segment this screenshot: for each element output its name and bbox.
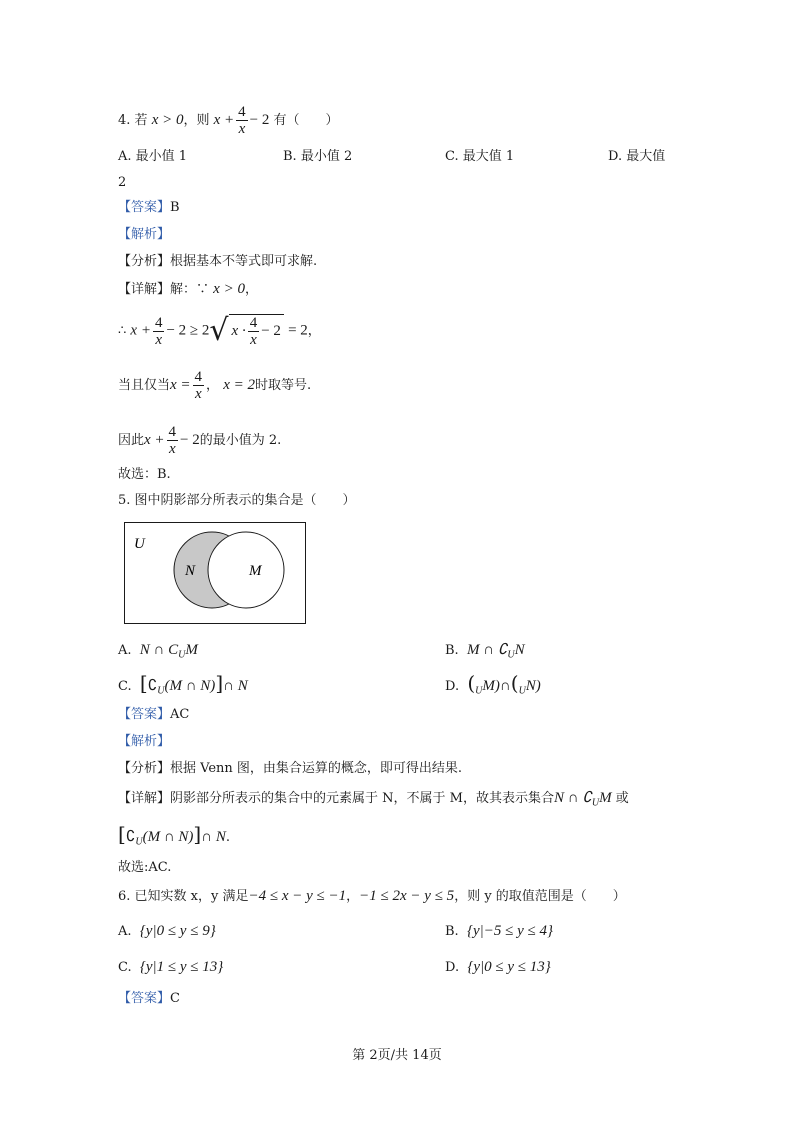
- q4-choose: 故选：B.: [118, 467, 171, 482]
- opt-d-sub2: U: [518, 685, 526, 697]
- q6-sep: ，: [346, 889, 360, 904]
- q4-fraction: [236, 104, 248, 137]
- step3-fraction: [167, 424, 179, 457]
- step1-a: x +: [130, 322, 151, 339]
- sqrt-inner: [229, 314, 284, 348]
- q4-answer: [118, 199, 180, 217]
- q4-option-d-wrap: 2: [118, 175, 127, 190]
- label-u: U: [134, 536, 145, 552]
- q5-xiangjie: [118, 789, 629, 813]
- opt-label: B.: [445, 924, 459, 939]
- opt-label: C.: [118, 679, 132, 694]
- q6-ineq1: −4 ≤ x − y ≤ −1: [248, 888, 347, 904]
- bracket-close: ]: [193, 822, 202, 846]
- answer-tag: 【答案】: [118, 991, 171, 1006]
- xiangjie-end: M: [599, 790, 612, 806]
- label-n: N: [185, 563, 196, 579]
- xiangjie-post: ，: [244, 282, 258, 297]
- step1-b: − 2 ≥ 2: [166, 322, 210, 339]
- cap-symbol: ∩: [499, 678, 511, 694]
- q6-option-c: [118, 958, 223, 977]
- frac-num: 4: [194, 369, 203, 385]
- answer-tag: 【答案】: [118, 200, 171, 215]
- xiangjie-sub: U: [591, 797, 600, 809]
- q5-answer: [118, 706, 189, 724]
- q4-option-b: B. 最小值 2: [283, 149, 353, 164]
- page-footer: 第 2页/共 14页: [352, 1048, 442, 1063]
- q6-ineq2: −1 ≤ 2x − y ≤ 5: [359, 888, 455, 904]
- fenxi-text: 根据 Venn 图，由集合运算的概念，即可得出结果.: [170, 761, 463, 776]
- q6-option-d: [445, 958, 551, 977]
- q4-expr-b: − 2: [249, 112, 270, 128]
- opt-c-sub: U: [157, 685, 165, 697]
- answer-value: AC: [170, 707, 190, 722]
- step3-a: x +: [144, 432, 165, 448]
- xiangjie-pre: 解：∵: [170, 282, 210, 297]
- opt-label: C.: [118, 960, 132, 975]
- opt-label: D.: [445, 679, 460, 694]
- q4-step3: [118, 424, 281, 457]
- step2-eq: x =: [170, 377, 191, 393]
- opt-b-end: N: [514, 642, 525, 658]
- q4-option-c: C. 最大值 1: [445, 149, 515, 164]
- opt-label: D.: [445, 960, 460, 975]
- q5-option-b: [445, 641, 525, 665]
- opt-label: A.: [118, 924, 132, 939]
- q4-suffix: 有（ ）: [273, 113, 339, 128]
- l2-inner: (M ∩ N): [142, 829, 194, 845]
- opt-label: A.: [118, 643, 132, 658]
- q4-option-d: D. 最大值: [608, 149, 666, 164]
- set-m-circle: [208, 532, 284, 608]
- q6-title-b: ，则 y 的取值范围是（ ）: [454, 889, 626, 904]
- xiangjie-tag: 【详解】: [118, 791, 171, 806]
- opt-b-set: {y|−5 ≤ y ≤ 4}: [466, 923, 553, 939]
- frac-num: 4: [238, 104, 246, 120]
- xiangjie-cond: x > 0: [213, 281, 245, 297]
- q5-choose: 故选:AC.: [118, 860, 172, 875]
- fenxi-tag: 【分析】: [118, 254, 171, 269]
- answer-tag: 【答案】: [118, 707, 171, 722]
- q5-option-a: [118, 641, 198, 665]
- opt-a-expr: N ∩ C: [139, 642, 179, 658]
- opt-d-set: {y|0 ≤ y ≤ 13}: [467, 959, 551, 975]
- step2-pre: 当且仅当: [118, 378, 171, 393]
- step2-mid: ，: [206, 378, 220, 393]
- opt-c-set: {y|1 ≤ y ≤ 13}: [139, 959, 224, 975]
- analysis-tag: 【解析】: [118, 227, 171, 242]
- opt-a-sub: U: [178, 649, 186, 661]
- q5-analysis-tag: [118, 733, 170, 751]
- bracket-close: ]: [215, 671, 224, 695]
- opt-d-m: M): [482, 678, 500, 694]
- complement-symbol: ∁: [125, 829, 136, 845]
- therefore-symbol: ∴: [118, 323, 127, 339]
- step1-d: ，: [307, 323, 321, 339]
- frac-den: x: [155, 331, 163, 348]
- q6-option-b: [445, 922, 553, 941]
- q4-prefix: 4. 若: [118, 113, 148, 128]
- frac-den: x: [250, 332, 257, 348]
- opt-b-sub: U: [507, 649, 515, 661]
- xiangjie-tag: 【详解】: [118, 282, 171, 297]
- q4-step1: [118, 314, 321, 348]
- step3-post: 的最小值为 2.: [199, 433, 282, 448]
- analysis-tag: 【解析】: [118, 734, 171, 749]
- venn-diagram: [124, 522, 306, 624]
- l2-end: ∩ N: [201, 829, 226, 845]
- opt-a-set: {y|0 ≤ y ≤ 9}: [139, 923, 216, 939]
- answer-value: B: [170, 200, 180, 215]
- step3-b: − 2: [180, 432, 200, 448]
- q5-fenxi: [118, 760, 462, 778]
- q6-title-a: 6. 已知实数 x，y 满足: [118, 889, 249, 904]
- q6-stem: [118, 887, 626, 906]
- q4-stem: [118, 104, 339, 137]
- step2-val: x = 2: [223, 377, 255, 393]
- frac-num: 4: [168, 424, 177, 440]
- step2-fraction: [193, 369, 205, 402]
- q5-option-d: [445, 671, 541, 701]
- opt-d-n: N): [525, 678, 541, 694]
- fenxi-text: 根据基本不等式即可求解.: [170, 254, 318, 269]
- opt-a-end: M: [185, 642, 198, 658]
- bracket-open: [: [139, 671, 148, 695]
- q4-mid: ，则: [183, 113, 210, 128]
- frac-den: x: [194, 386, 202, 402]
- radical-icon: √: [209, 313, 229, 348]
- q4-option-a: A. 最小值 1: [118, 149, 188, 164]
- q4-analysis-tag: [118, 226, 170, 244]
- sqrt-a: x ·: [231, 323, 246, 339]
- q6-answer: [118, 990, 180, 1008]
- opt-d-sub1: U: [475, 685, 483, 697]
- paren-open: (: [467, 671, 476, 695]
- step2-post: 时取等号.: [254, 378, 312, 393]
- complement-symbol: ∁: [147, 678, 158, 694]
- xiangjie-or: 或: [615, 791, 629, 806]
- answer-value: C: [170, 991, 180, 1006]
- frac-num: 4: [154, 314, 163, 331]
- xiangjie-expr: N ∩ ∁: [553, 790, 592, 806]
- frac-den: x: [238, 121, 246, 137]
- l2-sub: U: [135, 836, 143, 848]
- fenxi-tag: 【分析】: [118, 761, 171, 776]
- opt-b-expr: M ∩ ∁: [466, 642, 508, 658]
- q5-xiangjie-line2: [118, 822, 230, 852]
- frac-num: 4: [249, 315, 258, 331]
- l2-dot: .: [225, 830, 230, 845]
- q4-expr-a: x +: [213, 112, 235, 128]
- q4-xiangjie: [118, 280, 258, 299]
- q4-condition: x > 0: [151, 112, 184, 128]
- sqrt-fraction: [248, 315, 260, 348]
- bracket-open: [: [118, 822, 126, 846]
- paren-open: (: [510, 671, 519, 695]
- sqrt: [209, 314, 284, 348]
- sqrt-b: − 2: [261, 323, 281, 339]
- q4-fenxi: [118, 253, 317, 271]
- step3-pre: 因此: [118, 433, 145, 448]
- opt-label: B.: [445, 643, 459, 658]
- q6-option-a: [118, 922, 216, 941]
- opt-c-end: ∩ N: [223, 678, 248, 694]
- xiangjie-text: 阴影部分所表示的集合中的元素属于 N，不属于 M，故其表示集合: [170, 791, 554, 806]
- step1-fraction: [153, 315, 165, 348]
- opt-c-inner: (M ∩ N): [164, 678, 216, 694]
- step1-c: = 2: [288, 322, 308, 339]
- q5-stem: 5. 图中阴影部分所表示的集合是（ ）: [118, 493, 356, 508]
- q4-step2: [118, 369, 311, 402]
- label-m: M: [249, 563, 262, 579]
- frac-den: x: [168, 441, 176, 457]
- q5-option-c: [118, 671, 248, 701]
